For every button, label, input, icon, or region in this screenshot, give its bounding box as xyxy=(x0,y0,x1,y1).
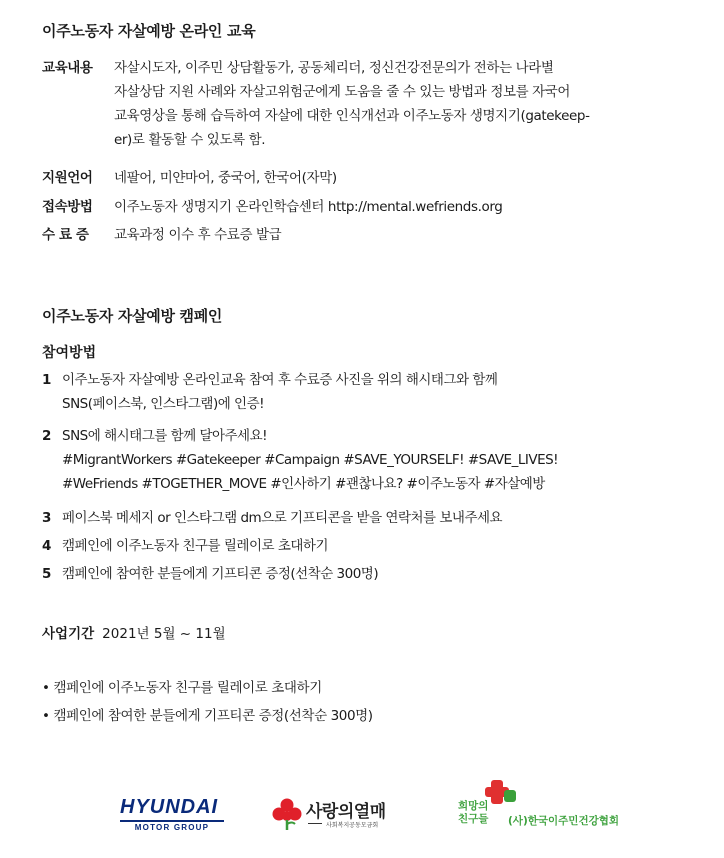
bullet-item: • 캠페인에 참여한 분들에게 기프티콘 증정(선착순 300명) xyxy=(42,708,373,724)
love-fruit-subtitle: 사회복지공동모금회 xyxy=(326,822,379,829)
hashtag-line: #WeFriends #TOGETHER_MOVE #인사하기 #괜찮나요? #이주노동자 #자살예방 xyxy=(62,476,545,492)
campaign-title: 이주노동자 자살예방 캠페인 xyxy=(42,307,223,325)
content-line: er)로 활동할 수 있도록 함. xyxy=(114,132,266,148)
step-line: 페이스북 메세지 or 인스타그램 dm으로 기프티콘을 받을 연락처를 보내주세요 xyxy=(62,510,503,526)
content-line: 자살시도자, 이주민 상담활동가, 공동체리더, 정신건강전문의가 전하는 나라별 xyxy=(114,60,554,76)
method-title: 참여방법 xyxy=(42,345,97,361)
love-fruit-logo xyxy=(272,795,422,835)
certificate-label: 수 료 증 xyxy=(42,227,89,243)
access-label: 접속방법 xyxy=(42,199,93,215)
hashtag-line: #MigrantWorkers #Gatekeeper #Campaign #SAVE_YOURSELF! #SAVE_LIVES! xyxy=(62,452,559,468)
step-number: 4 xyxy=(42,538,51,554)
step-number: 2 xyxy=(42,428,51,444)
period-value: 2021년 5월 ~ 11월 xyxy=(102,626,226,642)
love-fruit-wordmark: 사랑의열매 xyxy=(306,802,386,822)
hope-friends-logo xyxy=(456,780,636,835)
bullet-item: • 캠페인에 이주노동자 친구를 릴레이로 초대하기 xyxy=(42,680,322,696)
step-line: 이주노동자 자살예방 온라인교육 참여 후 수료증 사진을 위의 해시태그와 함께 xyxy=(62,372,498,388)
language-label: 지원언어 xyxy=(42,170,93,186)
period-label: 사업기간 xyxy=(42,626,95,642)
step-number: 1 xyxy=(42,372,51,388)
step-line: SNS(페이스북, 인스타그램)에 인증! xyxy=(62,396,265,412)
language-value: 네팔어, 미얀마어, 중국어, 한국어(자막) xyxy=(114,170,337,186)
hope-friends-line2: 친구들 xyxy=(458,813,489,825)
project-period xyxy=(42,622,226,642)
step-number: 5 xyxy=(42,566,51,582)
step-line: 캠페인에 참여한 분들에게 기프티콘 증정(선착순 300명) xyxy=(62,566,379,582)
content-line: 자살상담 지원 사례와 자살고위험군에게 도움을 줄 수 있는 방법과 정보를 자국어 xyxy=(114,84,571,100)
hyundai-subtitle: MOTOR GROUP xyxy=(134,823,210,832)
step-line: 캠페인에 이주노동자 친구를 릴레이로 초대하기 xyxy=(62,538,328,554)
access-value: 이주노동자 생명지기 온라인학습센터 http://mental.wefriends.org xyxy=(114,199,503,215)
step-line: SNS에 해시태그를 함께 달아주세요! xyxy=(62,428,268,444)
content-label: 교육내용 xyxy=(42,60,93,76)
content-value xyxy=(114,56,694,152)
love-fruit-icon xyxy=(272,797,302,831)
hope-friends-org: (사)한국이주민건강협회 xyxy=(508,815,620,827)
education-title: 이주노동자 자살예방 온라인 교육 xyxy=(42,22,256,40)
certificate-value: 교육과정 이수 후 수료증 발급 xyxy=(114,227,282,243)
love-fruit-dash xyxy=(308,823,322,824)
hyundai-divider xyxy=(120,820,224,822)
hyundai-logo xyxy=(120,796,224,832)
step-number: 3 xyxy=(42,510,51,526)
content-line: 교육영상을 통해 습득하여 자살에 대한 인식개선과 이주노동자 생명지기(gatekeep- xyxy=(114,108,590,124)
hope-friends-line1: 희망의 xyxy=(458,800,489,812)
hyundai-wordmark: HYUNDAI xyxy=(120,796,219,818)
